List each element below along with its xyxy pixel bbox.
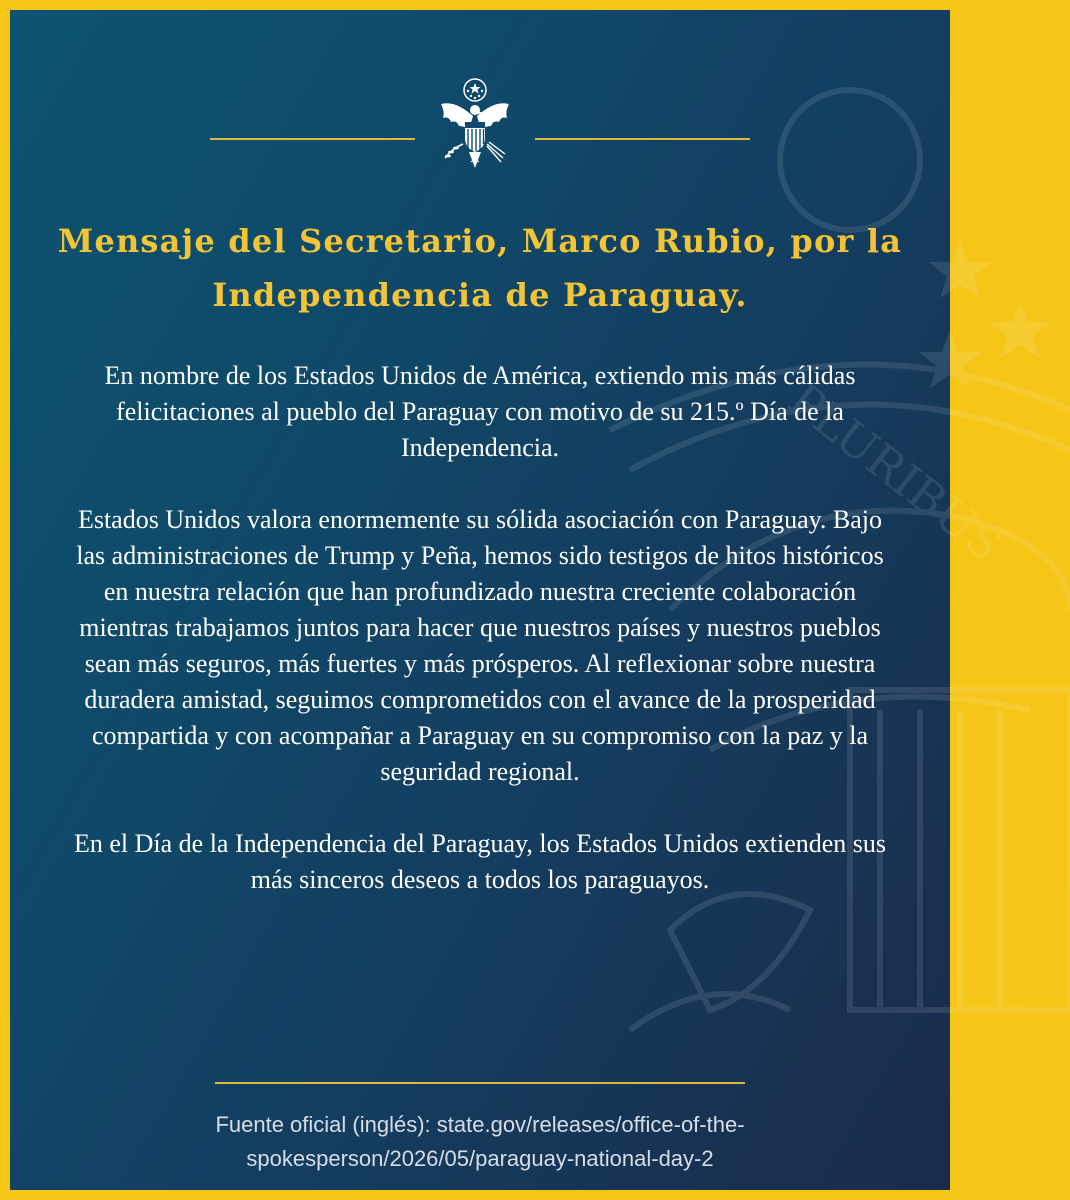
message-paragraph-2: Estados Unidos valora enormemente su sólida asociación con Paraguay. Bajo las administraciones de Trump y Peña, hemos sido testigos de hitos históricos en nuestra relación que han profundizado nuestra creciente colaboración mientras trabajamos juntos para hacer que nuestros países y nuestros pueblos sean más seguros, más fuertes y más prósperos. Al reflexionar sobre nuestra duradera amistad, seguimos comprometidos con el avance de la prosperidad compartida y con acompañar a Paraguay en su compromiso con la paz y la seguridad regional. xyxy=(76,505,884,786)
header-rule-left xyxy=(210,138,415,140)
great-seal-icon xyxy=(435,78,515,174)
header xyxy=(10,76,950,176)
title-line-2: Independencia de Paraguay. xyxy=(212,276,748,314)
page-title xyxy=(50,214,910,322)
card-frame xyxy=(10,10,1013,1190)
title-line-1: Mensaje del Secretario, Marco Rubio, por la xyxy=(57,222,903,260)
message-body xyxy=(70,358,890,934)
message-paragraph-1: En nombre de los Estados Unidos de América, extiendo mis más cálidas felicitaciones al pueblo del Paraguay con motivo de su 215.º Día de la Independencia. xyxy=(104,361,856,462)
source-line-2: spokesperson/2026/05/paraguay-national-day-2 xyxy=(246,1146,714,1171)
message-paragraph-3: En el Día de la Independencia del Paraguay, los Estados Unidos extienden sus más sinceros deseos a todos los paraguayos. xyxy=(73,829,887,894)
footer-rule xyxy=(215,1082,745,1084)
source-credit xyxy=(70,1108,890,1176)
source-line-1: Fuente oficial (inglés): state.gov/releases/office-of-the- xyxy=(215,1112,745,1137)
watermark-text: PLURIBUS xyxy=(778,372,1013,572)
header-rule-right xyxy=(535,138,750,140)
